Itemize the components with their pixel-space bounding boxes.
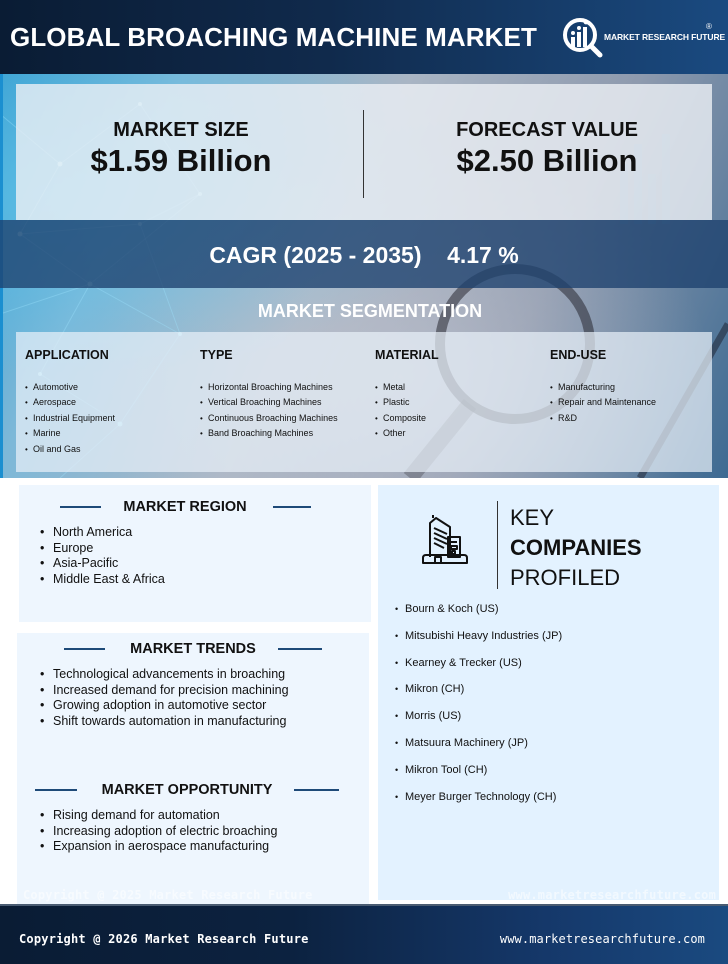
building-icon — [418, 513, 472, 567]
region-item: • Europe — [40, 541, 165, 557]
forecast-value-value: $2.50 Billion — [456, 143, 638, 178]
segment-application — [25, 348, 195, 457]
company-item: • Mikron (CH) — [395, 683, 562, 696]
segment-type — [200, 348, 370, 442]
watermark-copyright: Copyright @ 2025 Market Research Future — [23, 888, 313, 902]
cagr-text: CAGR (2025 - 2035) 4.17 % — [209, 242, 519, 268]
heading-rule-left — [35, 789, 77, 791]
trend-item: • Increased demand for precision machining — [40, 683, 289, 699]
company-item: • Matsuura Machinery (JP) — [395, 737, 562, 750]
company-item: • Mitsubishi Heavy Industries (JP) — [395, 630, 562, 643]
footer-copyright: Copyright @ 2026 Market Research Future — [19, 932, 309, 946]
company-item: • Bourn & Koch (US) — [395, 603, 562, 616]
footer — [0, 904, 728, 964]
segmentation-panel — [16, 332, 712, 472]
company-item: • Mikron Tool (CH) — [395, 764, 562, 777]
details-section — [0, 478, 728, 904]
segment-title: MATERIAL — [375, 348, 439, 362]
cagr-band — [0, 220, 728, 288]
registered-mark: ® — [706, 22, 712, 31]
key-companies-title-line3: PROFILED — [510, 565, 621, 590]
region-item: • North America — [40, 525, 165, 541]
market-region-title: MARKET REGION — [123, 499, 247, 515]
opportunity-item: • Expansion in aerospace manufacturing — [40, 839, 277, 855]
trends-list — [40, 667, 289, 729]
forecast-value-stat — [382, 118, 712, 178]
footer-website-link[interactable]: www.marketresearchfuture.com — [499, 932, 705, 946]
trend-item: • Shift towards automation in manufacturing — [40, 714, 289, 730]
segment-title: APPLICATION — [25, 348, 109, 362]
segment-item: • R&D — [550, 411, 720, 426]
brand-name: MARKET RESEARCH FUTURE — [604, 32, 726, 42]
company-item: • Morris (US) — [395, 710, 562, 723]
brand-logo[interactable] — [562, 16, 726, 60]
segment-item: • Manufacturing — [550, 380, 720, 395]
segment-item: • Vertical Broaching Machines — [200, 395, 370, 410]
key-companies-title-line1: KEY — [510, 505, 555, 530]
opportunity-item: • Increasing adoption of electric broaching — [40, 824, 277, 840]
stats-divider — [363, 110, 364, 198]
heading-rule-left — [64, 648, 105, 650]
region-list — [40, 525, 165, 587]
segment-item: • Composite — [375, 411, 545, 426]
watermark-website: www.marketresearchfuture.com — [508, 888, 716, 902]
trend-item: • Growing adoption in automotive sector — [40, 698, 289, 714]
companies-list — [395, 603, 562, 817]
page-title: GLOBAL BROACHING MACHINE MARKET — [10, 22, 537, 52]
opportunity-item: • Rising demand for automation — [40, 808, 277, 824]
company-item: • Kearney & Trecker (US) — [395, 657, 562, 670]
segmentation-title: MARKET SEGMENTATION — [257, 301, 483, 321]
market-trends-box — [17, 633, 369, 908]
segment-item: • Continuous Broaching Machines — [200, 411, 370, 426]
segment-item: • Oil and Gas — [25, 442, 195, 457]
key-companies-title — [510, 503, 642, 593]
market-stats-panel — [16, 84, 712, 220]
market-trends-title: MARKET TRENDS — [130, 641, 256, 657]
segment-material — [375, 348, 545, 442]
magnifier-chart-logo-icon — [562, 16, 604, 58]
heading-rule-right — [273, 506, 311, 508]
trend-item: • Technological advancements in broaching — [40, 667, 289, 683]
opportunity-list — [40, 808, 277, 855]
segment-item: • Plastic — [375, 395, 545, 410]
heading-rule-left — [60, 506, 101, 508]
segment-item: • Industrial Equipment — [25, 411, 195, 426]
header-banner — [0, 0, 728, 74]
market-size-label: MARKET SIZE — [113, 119, 249, 141]
segment-item: • Band Broaching Machines — [200, 426, 370, 441]
segment-end-use — [550, 348, 720, 426]
segment-item: • Marine — [25, 426, 195, 441]
segment-item: • Horizontal Broaching Machines — [200, 380, 370, 395]
hero-section — [0, 74, 728, 478]
region-item: • Asia-Pacific — [40, 556, 165, 572]
key-companies-divider — [497, 501, 498, 589]
key-companies-title-line2: COMPANIES — [510, 535, 642, 560]
market-opportunity-title: MARKET OPPORTUNITY — [101, 782, 273, 798]
segment-item: • Other — [375, 426, 545, 441]
segment-title: TYPE — [200, 348, 233, 362]
heading-rule-right — [294, 789, 339, 791]
segment-item: • Metal — [375, 380, 545, 395]
key-companies-box — [378, 485, 719, 900]
market-size-value: $1.59 Billion — [90, 143, 272, 178]
segment-title: END-USE — [550, 348, 607, 362]
heading-rule-right — [278, 648, 322, 650]
segment-item: • Repair and Maintenance — [550, 395, 720, 410]
market-size-stat — [16, 118, 346, 178]
forecast-value-label: FORECAST VALUE — [456, 119, 638, 141]
segment-item: • Automotive — [25, 380, 195, 395]
market-region-box — [19, 485, 371, 622]
region-item: • Middle East & Africa — [40, 572, 165, 588]
company-item: • Meyer Burger Technology (CH) — [395, 791, 562, 804]
segment-item: • Aerospace — [25, 395, 195, 410]
